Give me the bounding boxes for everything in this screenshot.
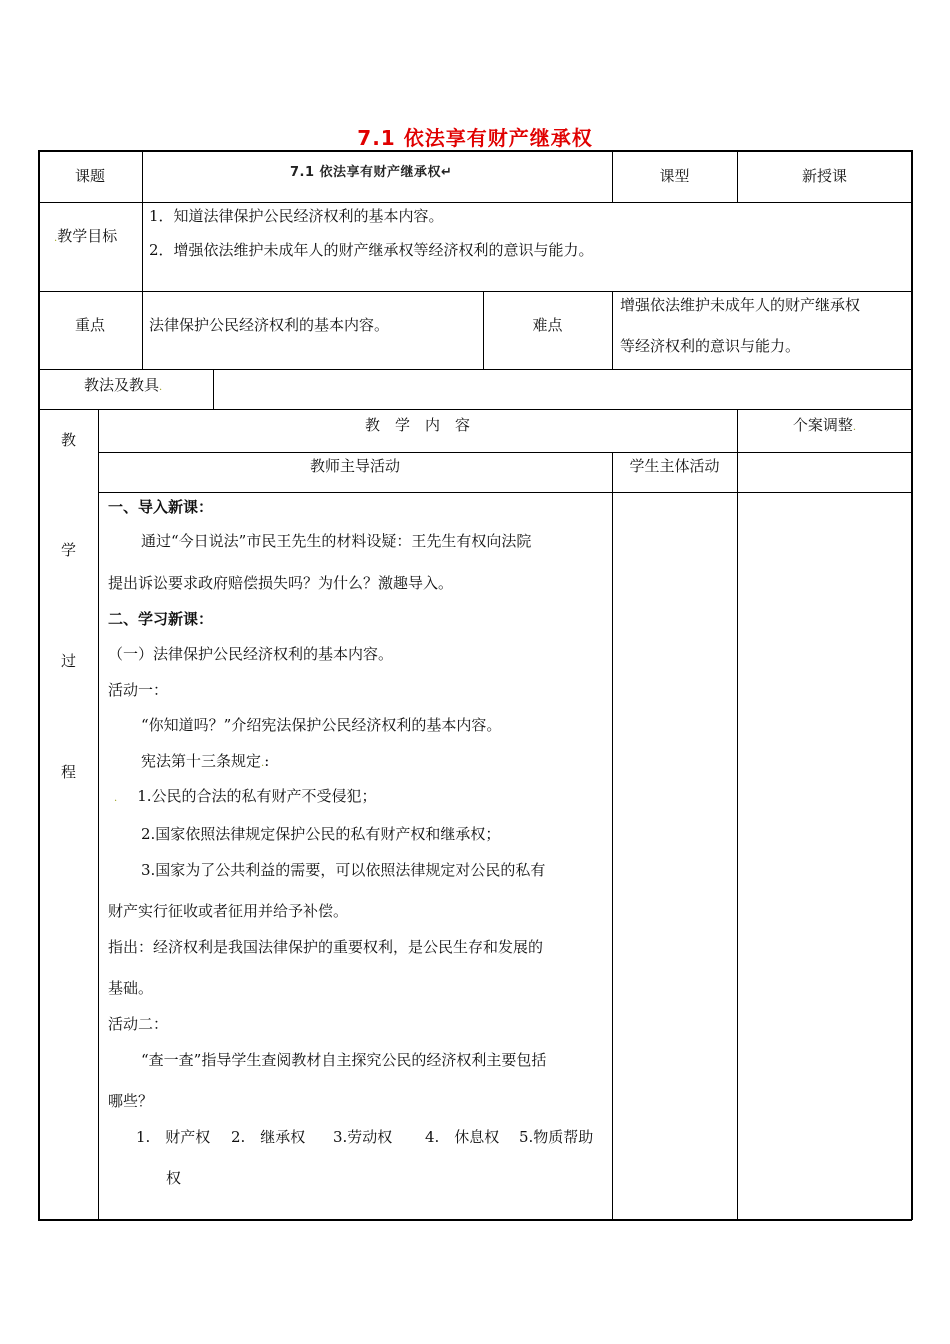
key-label: 重点: [74, 316, 105, 334]
content-header: 教 学 内 容: [364, 416, 470, 434]
list-item: 3.国家为了公共利益的需要，可以依照法律规定对公民的私有: [141, 861, 546, 879]
activity-label: 活动二：: [108, 1015, 169, 1033]
process-side-char: 程: [61, 763, 77, 781]
difficulty-label: 难点: [532, 316, 563, 334]
topic-label: 课题: [74, 167, 105, 185]
goal-item: 2．增强依法维护未成年人的财产继承权等经济权利的意识与能力。: [149, 241, 594, 259]
process-side-char: 教: [61, 431, 77, 449]
type-value: 新授课: [801, 167, 847, 185]
difficulty-line: 增强依法维护未成年人的财产继承权: [620, 296, 861, 314]
subsection-heading: （一）法律保护公民经济权利的基本内容。: [108, 645, 394, 663]
law-heading: 宪法第十三条规定.:: [141, 752, 270, 770]
adjust-header: 个案调整.: [792, 416, 857, 434]
student-header: 学生主体活动: [629, 457, 720, 475]
rights-item: 3.劳动权: [333, 1128, 393, 1146]
paragraph: 指出：经济权利是我国法律保护的重要权利，是公民生存和发展的: [108, 938, 544, 956]
rights-item: 4. 休息权: [425, 1128, 500, 1146]
paragraph: 基础。: [108, 979, 154, 997]
activity-label: 活动一：: [108, 681, 169, 699]
type-label: 课型: [659, 167, 690, 185]
paragraph: 通过“今日说法”市民王先生的材料设疑：王先生有权向法院: [141, 532, 532, 550]
rights-item: 2. 继承权: [231, 1128, 306, 1146]
list-item: . 1.公民的合法的私有财产不受侵犯；: [114, 787, 377, 805]
paragraph: 提出诉讼要求政府赔偿损失吗？为什么？激趣导入。: [108, 574, 454, 592]
methods-label: 教法及教具.: [84, 376, 163, 394]
teacher-header: 教师主导活动: [309, 457, 400, 475]
rights-item: 1. 财产权: [136, 1128, 211, 1146]
process-side-char: 过: [61, 652, 77, 670]
goals-label: .教学目标: [54, 227, 118, 245]
list-item: 2.国家依照法律规定保护公民的私有财产权和继承权；: [141, 825, 501, 843]
document-title: 7.1 依法享有财产继承权: [357, 126, 593, 150]
topic-value: 7.1 依法享有财产继承权↵: [290, 165, 453, 180]
process-side-char: 学: [61, 541, 77, 559]
paragraph: “你知道吗？”介绍宪法保护公民经济权利的基本内容。: [141, 716, 502, 734]
difficulty-line: 等经济权利的意识与能力。: [620, 337, 801, 355]
rights-item: 5.物质帮助: [519, 1128, 594, 1146]
key-value: 法律保护公民经济权利的基本内容。: [149, 316, 390, 334]
list-item: 财产实行征收或者征用并给予补偿。: [108, 902, 349, 920]
paragraph: 哪些？: [108, 1092, 154, 1110]
section-heading: 一、导入新课：: [108, 498, 214, 516]
rights-item-tail: 权: [166, 1169, 182, 1187]
goal-item: 1．知道法律保护公民经济权利的基本内容。: [149, 207, 444, 225]
paragraph: “查一查”指导学生查阅教材自主探究公民的经济权利主要包括: [141, 1051, 547, 1069]
section-heading: 二、学习新课：: [108, 610, 214, 628]
